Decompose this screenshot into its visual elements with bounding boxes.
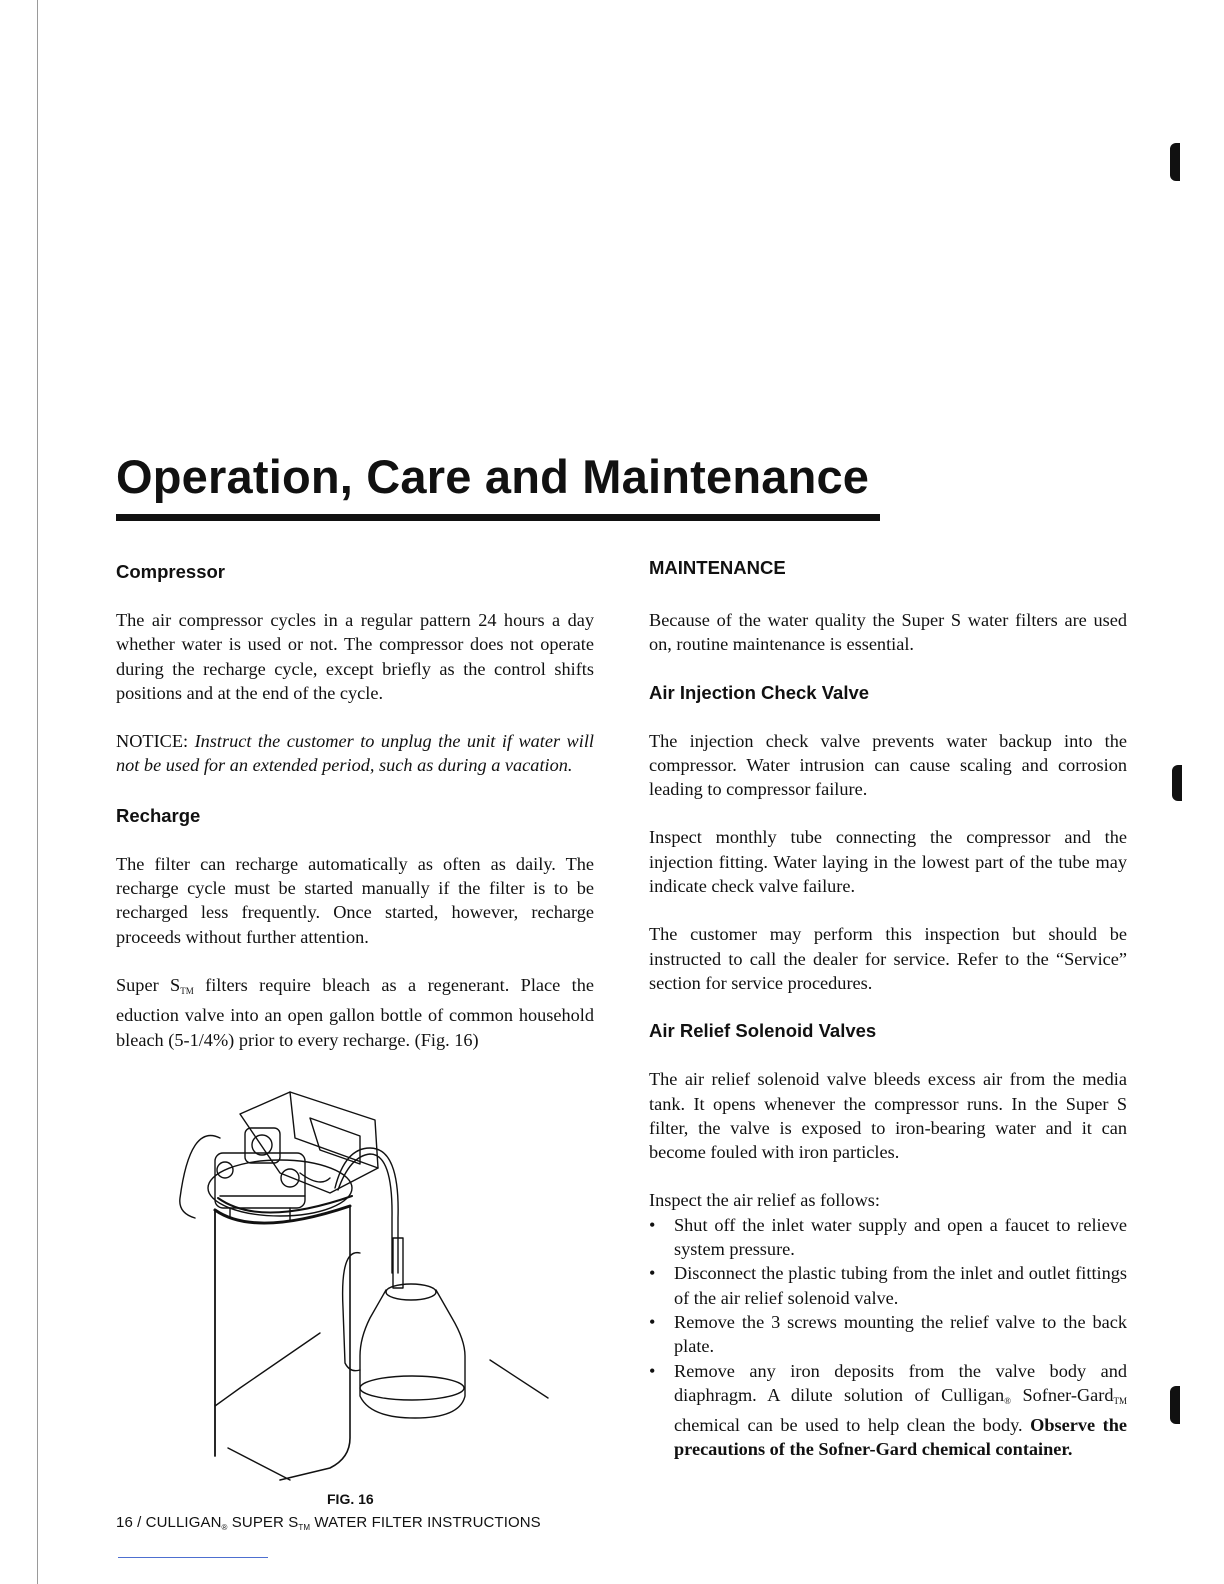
valve-gear: [252, 1135, 272, 1155]
step-text: chemical can be used to help clean the body.: [674, 1415, 1031, 1436]
maintenance-heading: MAINTENANCE: [649, 557, 786, 578]
inspection-steps: [649, 1213, 1127, 1462]
edge-tab-mark: [1170, 143, 1180, 181]
figure-caption: FIG. 16: [327, 1491, 374, 1507]
notice-text: Instruct the customer to unplug the unit if water will not be used for an extended period, such as during a vacation.: [116, 731, 594, 776]
notice-paragraph: [116, 729, 594, 778]
footer-text: SUPER S: [227, 1514, 299, 1531]
page-footer: [116, 1514, 541, 1532]
recharge-heading: Recharge: [116, 804, 201, 826]
floor-line: [490, 1360, 548, 1398]
control-face: [310, 1118, 360, 1164]
list-item: • Shut off the inlet water supply and open a faucet to relieve system pressure.: [649, 1213, 1127, 1262]
check-valve-paragraph: The injection check valve prevents water backup into the compressor. Water intrusion can cause scaling and corrosion leading to compressor failure.: [649, 730, 1127, 800]
tank-collar: [218, 1196, 352, 1213]
bottom-accent-line: [118, 1557, 268, 1558]
registered-mark: ®: [1004, 1395, 1011, 1406]
footer-text: WATER FILTER INSTRUCTIONS: [310, 1514, 541, 1531]
floor-line: [228, 1448, 290, 1480]
trademark-mark: TM: [298, 1523, 311, 1532]
trademark-mark: TM: [1113, 1395, 1127, 1406]
customer-inspection-paragraph: The customer may perform this inspection but should be instructed to call the dealer for service. Refer to the “Service” section for service procedures.: [649, 924, 1127, 993]
notice-label: NOTICE:: [116, 731, 189, 752]
tank-body-edge: [280, 1206, 350, 1480]
page-title: Operation, Care and Maintenance: [116, 450, 870, 503]
list-item: • Remove the 3 screws mounting the relief valve to the back plate.: [649, 1310, 1127, 1359]
right-column: [649, 556, 1127, 1462]
list-item: [649, 1359, 1127, 1462]
bleach-text: filters require bleach as a regenerant. Place the eduction valve into an open gallon bottle of common household bleach (5-1/4%) prior to every recharge. (Fig. 16): [116, 974, 594, 1050]
valve-motor: [245, 1128, 280, 1163]
title-rule: [116, 514, 880, 521]
step-text: Sofner-Gard: [1011, 1384, 1114, 1405]
recharge-paragraph: The filter can recharge automatically as often as daily. The recharge cycle must be started manually if the filter is to be recharged less frequently. Once started, however, recharge proceeds without further attention.: [116, 853, 594, 947]
list-item: • Disconnect the plastic tubing from the inlet and outlet fittings of the air relief solenoid valve.: [649, 1261, 1127, 1310]
compressor-paragraph: The air compressor cycles in a regular pattern 24 hours a day whether water is used or not. The compressor does not operate during the recharge cycle, except briefly as the control shifts positions and at the end of the cycle.: [116, 610, 594, 703]
bleach-paragraph: [116, 973, 594, 1052]
eduction-tube: [335, 1148, 398, 1273]
solenoid-heading: Air Relief Solenoid Valves: [649, 1020, 877, 1042]
inspect-monthly-paragraph: Inspect monthly tube connecting the compressor and the injection fitting. Water laying in the lowest part of the tube may indicate check valve failure.: [649, 827, 1127, 897]
binding-edge-line: [37, 0, 38, 1584]
precaution-warning: Observe the precautions of the Sofner-Gard chemical container.: [674, 1415, 1127, 1460]
edge-tab-mark: [1172, 765, 1182, 801]
eduction-tube: [338, 1154, 392, 1273]
inspect-intro: Inspect the air relief as follows:: [649, 1190, 880, 1211]
left-column: [116, 560, 594, 1052]
compressor-heading: Compressor: [116, 561, 225, 582]
bleach-bottle: [360, 1290, 465, 1418]
bleach-product: Super S: [116, 974, 181, 995]
trademark-mark: TM: [180, 985, 194, 996]
edge-tab-mark: [1170, 1386, 1180, 1424]
step-text: Remove any iron deposits from the valve body and diaphragm. A dilute solution of Culligan: [674, 1360, 1127, 1405]
floor-line: [215, 1333, 320, 1406]
check-valve-heading: Air Injection Check Valve: [649, 681, 870, 703]
figure-16-illustration: [160, 1078, 560, 1488]
footer-text: 16 / CULLIGAN: [116, 1514, 222, 1531]
solenoid-paragraph: The air relief solenoid valve bleeds excess air from the media tank. It opens whenever the compressor runs. In the Super S filter, the valve is exposed to iron-bearing water and it can become fouled with iron particles.: [649, 1069, 1127, 1163]
valve-fitting: [281, 1169, 299, 1187]
bottle-base: [360, 1376, 464, 1400]
maintenance-paragraph: Because of the water quality the Super S water filters are used on, routine maintenance is essential.: [649, 610, 1127, 655]
registered-mark: ®: [221, 1523, 228, 1532]
eduction-tube: [343, 1253, 360, 1371]
